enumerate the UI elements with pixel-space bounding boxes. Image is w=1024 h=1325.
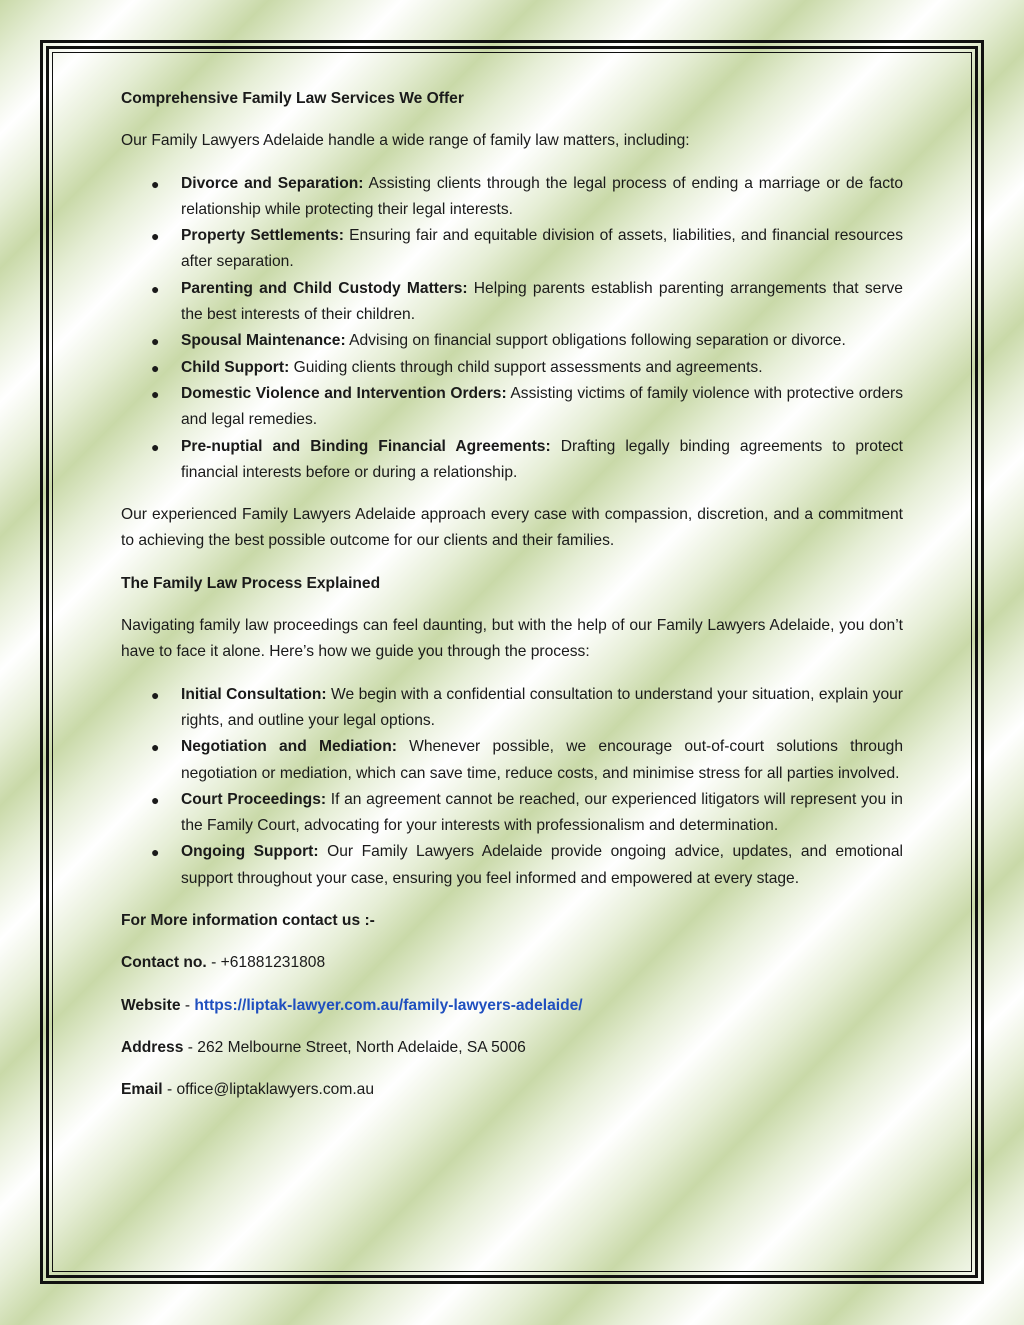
address-label: Address <box>121 1038 184 1056</box>
bullet-icon: ● <box>151 686 160 703</box>
process-intro: Navigating family law proceedings can feel daunting, but with the help of our Family Lawyers Adelaide, you don’t have to face it alone. Here’s how we guide you through the process: <box>121 617 903 661</box>
contact-website: Website - https://liptak-lawyer.com.au/family-lawyers-adelaide/ <box>121 996 583 1014</box>
list-item: ● Divorce and Separation: Assisting clients through the legal process of ending a marriage or de facto relationship while protecting their legal interests. <box>121 171 903 224</box>
bullet-icon: ● <box>151 844 160 861</box>
list-item: ● Ongoing Support: Our Family Lawyers Adelaide provide ongoing advice, updates, and emotional support throughout your case, ensuring you feel informed and empowered at every stage. <box>121 839 903 892</box>
services-intro: Our Family Lawyers Adelaide handle a wide range of family law matters, including: <box>121 132 690 150</box>
list-item: ● Negotiation and Mediation: Whenever possible, we encourage out-of-court solutions through negotiation or mediation, which can save time, reduce costs, and minimise stress for all parties involved. <box>121 734 903 787</box>
address-value: 262 Melbourne Street, North Adelaide, SA 5006 <box>197 1038 526 1056</box>
email-value: office@liptaklawyers.com.au <box>176 1081 375 1099</box>
list-item: ● Pre-nuptial and Binding Financial Agreements: Drafting legally binding agreements to protect financial interests before or during a relationship. <box>121 434 903 487</box>
email-label: Email <box>121 1081 163 1099</box>
services-closing: Our experienced Family Lawyers Adelaide approach every case with compassion, discretion, and a commitment to achieving the best possible outcome for our clients and their families. <box>121 506 903 550</box>
list-item: ● Domestic Violence and Intervention Orders: Assisting victims of family violence with protective orders and legal remedies. <box>121 381 903 434</box>
list-item: ● Property Settlements: Ensuring fair and equitable division of assets, liabilities, and financial resources after separation. <box>121 223 903 276</box>
bullet-icon: ● <box>151 175 160 192</box>
contact-email: Email - office@liptaklawyers.com.au <box>121 1081 375 1099</box>
bullet-icon: ● <box>151 385 160 402</box>
list-item: ● Court Proceedings: If an agreement cannot be reached, our experienced litigators will represent you in the Family Court, advocating for your interests with professionalism and determination. <box>121 787 903 840</box>
bullet-icon: ● <box>151 333 160 350</box>
list-item: ● Parenting and Child Custody Matters: Helping parents establish parenting arrangements that serve the best interests of their children. <box>121 276 903 329</box>
process-heading: The Family Law Process Explained <box>121 574 381 592</box>
list-item: ● Child Support: Guiding clients through child support assessments and agreements. <box>121 355 903 381</box>
bullet-icon: ● <box>151 228 160 245</box>
bullet-icon: ● <box>151 438 160 455</box>
process-list <box>121 682 903 892</box>
website-label: Website <box>121 996 181 1014</box>
list-item: ● Initial Consultation: We begin with a confidential consultation to understand your situation, explain your rights, and outline your legal options. <box>121 682 903 735</box>
contact-phone: Contact no. - +61881231808 <box>121 954 326 972</box>
bullet-icon: ● <box>151 280 160 297</box>
document-body <box>121 86 903 1120</box>
services-heading: Comprehensive Family Law Services We Offer <box>121 90 464 107</box>
bullet-icon: ● <box>151 359 160 376</box>
contact-address: Address - 262 Melbourne Street, North Adelaide, SA 5006 <box>121 1038 526 1056</box>
services-list <box>121 171 903 487</box>
contact-heading: For More information contact us :- <box>121 912 375 930</box>
list-item: ● Spousal Maintenance: Advising on financial support obligations following separation or divorce. <box>121 328 903 354</box>
phone-label: Contact no. <box>121 954 207 972</box>
bullet-icon: ● <box>151 739 160 756</box>
phone-value: +61881231808 <box>220 954 326 972</box>
bullet-icon: ● <box>151 791 160 808</box>
website-link[interactable]: https://liptak-lawyer.com.au/family-lawyers-adelaide/ <box>194 996 583 1014</box>
